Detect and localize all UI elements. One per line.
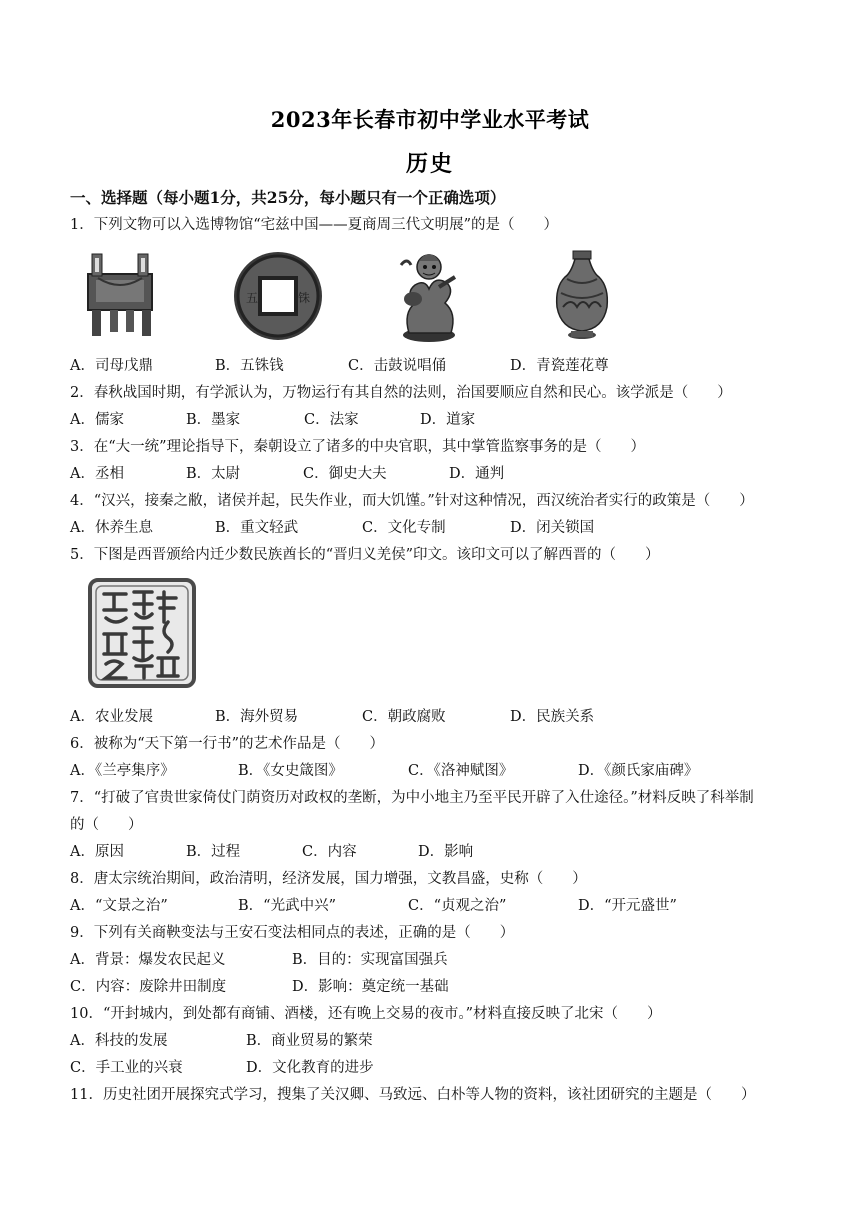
- question-9-option-c: C．内容：废除井田制度: [70, 979, 227, 995]
- exam-subject: 历史: [405, 151, 454, 177]
- question-9-option-b: B．目的：实现富国强兵: [292, 952, 448, 968]
- question-4-option-d: D．闭关锁国: [510, 520, 595, 536]
- question-2-stem: 2．春秋战国时期，有学派认为，万物运行有其自然的法则，治国要顺应自然和民心。该学派是（ ）: [70, 385, 732, 401]
- seal-imprint-image: [88, 578, 196, 688]
- question-6-option-b: B．《女史箴图》: [238, 763, 343, 779]
- question-5-option-c: C．朝政腐败: [362, 709, 446, 725]
- question-1-option-b: B．五铢钱: [215, 358, 284, 374]
- question-2-option-d: D．道家: [420, 412, 476, 428]
- question-9-option-a: A．背景：爆发农民起义: [70, 952, 226, 968]
- drummer-figurine-image: [393, 247, 465, 343]
- question-5-option-d: D．民族关系: [510, 709, 595, 725]
- question-3-option-a: A．丞相: [70, 466, 124, 482]
- question-2-option-a: A．儒家: [70, 412, 124, 428]
- simuwu-ding-image: [80, 248, 162, 340]
- question-3-option-c: C．御史大夫: [303, 466, 387, 482]
- celadon-lotus-zun-image: [553, 247, 611, 343]
- question-4-option-b: B．重文轻武: [215, 520, 299, 536]
- question-8-stem: 8．唐太宗统治期间，政治清明，经济发展，国力增强，文教昌盛，史称（ ）: [70, 871, 587, 887]
- question-7-option-a: A．原因: [70, 844, 124, 860]
- question-5-option-b: B．海外贸易: [215, 709, 299, 725]
- question-3-option-d: D．通判: [449, 466, 505, 482]
- question-8-option-a: A．“文景之治”: [70, 898, 168, 914]
- question-10-option-d: D．文化教育的进步: [246, 1060, 374, 1076]
- question-7-option-c: C．内容: [302, 844, 357, 860]
- question-7-option-b: B．过程: [186, 844, 241, 860]
- question-4-option-a: A．休养生息: [70, 520, 153, 536]
- question-3-stem: 3．在“大一统”理论指导下，秦朝设立了诸多的中央官职，其中掌管监察事务的是（ ）: [70, 439, 646, 455]
- question-10-option-b: B．商业贸易的繁荣: [246, 1033, 373, 1049]
- question-2-option-c: C．法家: [304, 412, 359, 428]
- question-7-stem: 7．“打破了官贵世家倚仗门荫资历对政权的垄断，为中小地主乃至平民开辟了入仕途径。”材料反映了科举制: [70, 790, 754, 806]
- section-heading: 一、选择题（每小题1分，共25分，每小题只有一个正确选项）: [70, 188, 506, 207]
- question-6-option-c: C．《洛神赋图》: [408, 763, 514, 779]
- question-7-stem-continued: 的（ ）: [70, 817, 143, 833]
- question-8-option-c: C．“贞观之治”: [408, 898, 507, 914]
- question-6-option-d: D．《颜氏家庙碑》: [578, 763, 699, 779]
- question-1-option-a: A．司母戊鼎: [70, 358, 153, 374]
- question-10-stem: 10．“开封城内，到处都有商铺、酒楼，还有晚上交易的夜市。”材料直接反映了北宋（ ）: [70, 1006, 662, 1022]
- question-3-option-b: B．太尉: [186, 466, 241, 482]
- question-5-option-a: A．农业发展: [70, 709, 153, 725]
- question-8-option-d: D．“开元盛世”: [578, 898, 677, 914]
- question-11-stem: 11．历史社团开展探究式学习，搜集了关汉卿、马致远、白朴等人物的资料，该社团研究的主题是（ ）: [70, 1087, 756, 1103]
- question-4-option-c: C．文化专制: [362, 520, 446, 536]
- svg-text:五: 五: [246, 291, 259, 305]
- svg-text:铢: 铢: [298, 291, 311, 305]
- question-10-option-a: A．科技的发展: [70, 1033, 168, 1049]
- question-4-stem: 4．“汉兴，接秦之敝，诸侯并起，民失作业，而大饥馑。”针对这种情况，西汉统治者实行的政策是（ ）: [70, 493, 754, 509]
- question-1-stem: 1．下列文物可以入选博物馆“宅兹中国——夏商周三代文明展”的是（ ）: [70, 217, 559, 233]
- question-10-option-c: C．手工业的兴衰: [70, 1060, 183, 1076]
- question-2-option-b: B．墨家: [186, 412, 241, 428]
- exam-title: 2023年长春市初中学业水平考试: [270, 107, 590, 132]
- question-5-stem: 5．下图是西晋颁给内迁少数民族酋长的“晋归义羌侯”印文。该印文可以了解西晋的（ ）: [70, 547, 660, 563]
- question-6-option-a: A．《兰亭集序》: [70, 763, 175, 779]
- question-7-option-d: D．影响: [418, 844, 474, 860]
- question-8-option-b: B．“光武中兴”: [238, 898, 336, 914]
- question-1-option-d: D．青瓷莲花尊: [510, 358, 609, 374]
- question-6-stem: 6．被称为“天下第一行书”的艺术作品是（ ）: [70, 736, 385, 752]
- wuzhu-coin-image: [232, 250, 324, 342]
- question-9-stem: 9．下列有关商鞅变法与王安石变法相同点的表述，正确的是（ ）: [70, 925, 515, 941]
- question-1-option-c: C．击鼓说唱俑: [348, 358, 447, 374]
- question-9-option-d: D．影响：奠定统一基础: [292, 979, 449, 995]
